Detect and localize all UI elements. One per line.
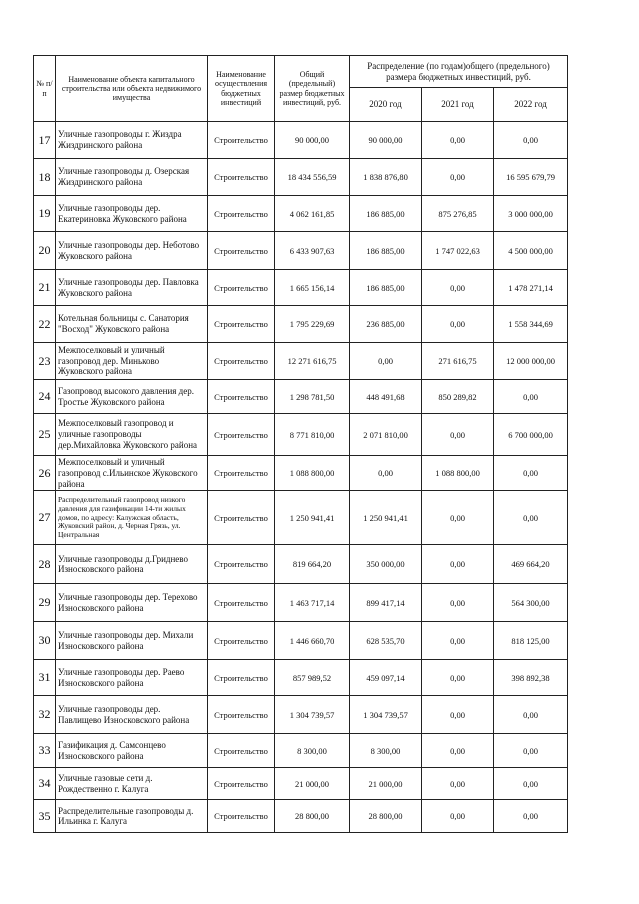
total-amount: 18 434 556,59 bbox=[275, 159, 350, 196]
table-row bbox=[34, 768, 568, 800]
amount-2020: 186 885,00 bbox=[350, 196, 422, 232]
row-number: 20 bbox=[34, 232, 56, 270]
amount-2020: 628 535,70 bbox=[350, 622, 422, 660]
row-number: 34 bbox=[34, 768, 56, 800]
amount-2021: 0,00 bbox=[422, 306, 494, 343]
amount-2020: 459 097,14 bbox=[350, 660, 422, 696]
investment-type: Строительство bbox=[208, 800, 275, 833]
investment-type: Строительство bbox=[208, 270, 275, 306]
object-name: Межпоселковый и уличный газопровод дер. Миньково Жуковского района bbox=[56, 343, 208, 380]
total-amount: 4 062 161,85 bbox=[275, 196, 350, 232]
amount-2021: 0,00 bbox=[422, 584, 494, 622]
total-amount: 819 664,20 bbox=[275, 545, 350, 584]
amount-2021: 0,00 bbox=[422, 622, 494, 660]
amount-2020: 236 885,00 bbox=[350, 306, 422, 343]
object-name: Уличные газопроводы дер. Терехово Износковского района bbox=[56, 584, 208, 622]
investment-type: Строительство bbox=[208, 696, 275, 734]
table-row bbox=[34, 306, 568, 343]
amount-2021: 0,00 bbox=[422, 491, 494, 545]
amount-2021: 0,00 bbox=[422, 414, 494, 456]
object-name: Межпоселковый газопровод и уличные газопроводы дер.Михайловка Жуковского района bbox=[56, 414, 208, 456]
table-row bbox=[34, 456, 568, 491]
header-2022: 2022 год bbox=[494, 88, 568, 122]
table-row bbox=[34, 380, 568, 414]
investment-type: Строительство bbox=[208, 343, 275, 380]
investment-type: Строительство bbox=[208, 414, 275, 456]
total-amount: 1 088 800,00 bbox=[275, 456, 350, 491]
amount-2020: 21 000,00 bbox=[350, 768, 422, 800]
amount-2022: 4 500 000,00 bbox=[494, 232, 568, 270]
amount-2022: 1 558 344,69 bbox=[494, 306, 568, 343]
row-number: 22 bbox=[34, 306, 56, 343]
row-number: 32 bbox=[34, 696, 56, 734]
row-number: 17 bbox=[34, 122, 56, 159]
object-name: Распределительные газопроводы д. Ильинка г. Калуга bbox=[56, 800, 208, 833]
investment-type: Строительство bbox=[208, 456, 275, 491]
total-amount: 90 000,00 bbox=[275, 122, 350, 159]
row-number: 33 bbox=[34, 734, 56, 768]
amount-2021: 0,00 bbox=[422, 122, 494, 159]
amount-2021: 875 276,85 bbox=[422, 196, 494, 232]
amount-2020: 1 250 941,41 bbox=[350, 491, 422, 545]
amount-2022: 0,00 bbox=[494, 696, 568, 734]
amount-2020: 2 071 810,00 bbox=[350, 414, 422, 456]
total-amount: 1 795 229,69 bbox=[275, 306, 350, 343]
amount-2021: 0,00 bbox=[422, 660, 494, 696]
amount-2020: 899 417,14 bbox=[350, 584, 422, 622]
row-number: 30 bbox=[34, 622, 56, 660]
header-type: Наименование осуществления бюджетных инвестиций bbox=[208, 56, 275, 122]
amount-2022: 469 664,20 bbox=[494, 545, 568, 584]
amount-2022: 0,00 bbox=[494, 491, 568, 545]
amount-2022: 564 300,00 bbox=[494, 584, 568, 622]
table-row bbox=[34, 414, 568, 456]
amount-2022: 0,00 bbox=[494, 122, 568, 159]
table-header bbox=[34, 56, 568, 122]
amount-2020: 1 304 739,57 bbox=[350, 696, 422, 734]
amount-2022: 0,00 bbox=[494, 456, 568, 491]
investment-type: Строительство bbox=[208, 122, 275, 159]
budget-table bbox=[33, 55, 568, 833]
amount-2020: 186 885,00 bbox=[350, 232, 422, 270]
amount-2020: 0,00 bbox=[350, 343, 422, 380]
amount-2022: 1 478 271,14 bbox=[494, 270, 568, 306]
header-total: Общий (предельный) размер бюджетных инвестиций, руб. bbox=[275, 56, 350, 122]
object-name: Уличные газопроводы дер. Раево Износковского района bbox=[56, 660, 208, 696]
investment-type: Строительство bbox=[208, 232, 275, 270]
table-row bbox=[34, 622, 568, 660]
amount-2022: 3 000 000,00 bbox=[494, 196, 568, 232]
amount-2020: 0,00 bbox=[350, 456, 422, 491]
amount-2021: 0,00 bbox=[422, 545, 494, 584]
object-name: Уличные газопроводы дер. Неботово Жуковского района bbox=[56, 232, 208, 270]
row-number: 26 bbox=[34, 456, 56, 491]
header-num: № п/п bbox=[34, 56, 56, 122]
table-row bbox=[34, 545, 568, 584]
object-name: Уличные газопроводы д. Озерская Жиздринского района bbox=[56, 159, 208, 196]
row-number: 18 bbox=[34, 159, 56, 196]
row-number: 19 bbox=[34, 196, 56, 232]
table-row bbox=[34, 196, 568, 232]
amount-2021: 271 616,75 bbox=[422, 343, 494, 380]
amount-2020: 350 000,00 bbox=[350, 545, 422, 584]
object-name: Уличные газопроводы дер. Павлищево Износковского района bbox=[56, 696, 208, 734]
row-number: 35 bbox=[34, 800, 56, 833]
amount-2020: 8 300,00 bbox=[350, 734, 422, 768]
investment-type: Строительство bbox=[208, 734, 275, 768]
total-amount: 12 271 616,75 bbox=[275, 343, 350, 380]
total-amount: 1 304 739,57 bbox=[275, 696, 350, 734]
row-number: 21 bbox=[34, 270, 56, 306]
amount-2022: 0,00 bbox=[494, 800, 568, 833]
investment-type: Строительство bbox=[208, 380, 275, 414]
table-row bbox=[34, 584, 568, 622]
row-number: 25 bbox=[34, 414, 56, 456]
amount-2022: 0,00 bbox=[494, 734, 568, 768]
table-row bbox=[34, 660, 568, 696]
total-amount: 1 298 781,50 bbox=[275, 380, 350, 414]
amount-2021: 0,00 bbox=[422, 270, 494, 306]
object-name: Уличные газопроводы дер. Екатериновка Жуковского района bbox=[56, 196, 208, 232]
total-amount: 6 433 907,63 bbox=[275, 232, 350, 270]
amount-2021: 0,00 bbox=[422, 734, 494, 768]
amount-2022: 398 892,38 bbox=[494, 660, 568, 696]
object-name: Котельная больницы с. Санатория "Восход" Жуковского района bbox=[56, 306, 208, 343]
investment-type: Строительство bbox=[208, 545, 275, 584]
investment-type: Строительство bbox=[208, 306, 275, 343]
total-amount: 1 665 156,14 bbox=[275, 270, 350, 306]
amount-2020: 28 800,00 bbox=[350, 800, 422, 833]
amount-2022: 0,00 bbox=[494, 380, 568, 414]
row-number: 31 bbox=[34, 660, 56, 696]
amount-2022: 818 125,00 bbox=[494, 622, 568, 660]
amount-2020: 90 000,00 bbox=[350, 122, 422, 159]
object-name: Межпоселковый и уличный газопровод с.Ильинское Жуковского района bbox=[56, 456, 208, 491]
object-name: Газопровод высокого давления дер. Тростье Жуковского района bbox=[56, 380, 208, 414]
total-amount: 1 250 941,41 bbox=[275, 491, 350, 545]
amount-2021: 1 747 022,63 bbox=[422, 232, 494, 270]
object-name: Газификация д. Самсонцево Износковского района bbox=[56, 734, 208, 768]
amount-2021: 0,00 bbox=[422, 159, 494, 196]
table-row bbox=[34, 696, 568, 734]
amount-2022: 12 000 000,00 bbox=[494, 343, 568, 380]
row-number: 23 bbox=[34, 343, 56, 380]
investment-type: Строительство bbox=[208, 159, 275, 196]
object-name: Уличные газопроводы дер. Михали Износковского района bbox=[56, 622, 208, 660]
header-name: Наименование объекта капитального строительства или объекта недвижимого имущества bbox=[56, 56, 208, 122]
total-amount: 857 989,52 bbox=[275, 660, 350, 696]
table-row bbox=[34, 800, 568, 833]
amount-2021: 0,00 bbox=[422, 768, 494, 800]
object-name: Распределительный газопровод низкого давления для газификации 14-ти жилых домов, по адресу: Калужская область, Жуковский район, д. Черная Грязь, ул. Центральная bbox=[56, 491, 208, 545]
object-name: Уличные газопроводы дер. Павловка Жуковского района bbox=[56, 270, 208, 306]
table-row bbox=[34, 232, 568, 270]
total-amount: 21 000,00 bbox=[275, 768, 350, 800]
investment-type: Строительство bbox=[208, 196, 275, 232]
total-amount: 8 771 810,00 bbox=[275, 414, 350, 456]
object-name: Уличные газопроводы г. Жиздра Жиздринского района bbox=[56, 122, 208, 159]
object-name: Уличные газовые сети д. Рождественно г. Калуга bbox=[56, 768, 208, 800]
amount-2020: 448 491,68 bbox=[350, 380, 422, 414]
total-amount: 8 300,00 bbox=[275, 734, 350, 768]
amount-2021: 850 289,82 bbox=[422, 380, 494, 414]
amount-2020: 1 838 876,80 bbox=[350, 159, 422, 196]
amount-2022: 16 595 679,79 bbox=[494, 159, 568, 196]
investment-type: Строительство bbox=[208, 768, 275, 800]
total-amount: 1 463 717,14 bbox=[275, 584, 350, 622]
amount-2022: 6 700 000,00 bbox=[494, 414, 568, 456]
header-distribution: Распределение (по годам)общего (предельного) размера бюджетных инвестиций, руб. bbox=[350, 56, 568, 88]
header-2021: 2021 год bbox=[422, 88, 494, 122]
row-number: 28 bbox=[34, 545, 56, 584]
total-amount: 1 446 660,70 bbox=[275, 622, 350, 660]
table-row bbox=[34, 159, 568, 196]
table-row bbox=[34, 491, 568, 545]
row-number: 29 bbox=[34, 584, 56, 622]
row-number: 27 bbox=[34, 491, 56, 545]
amount-2020: 186 885,00 bbox=[350, 270, 422, 306]
row-number: 24 bbox=[34, 380, 56, 414]
table-row bbox=[34, 122, 568, 159]
table-row bbox=[34, 734, 568, 768]
total-amount: 28 800,00 bbox=[275, 800, 350, 833]
amount-2022: 0,00 bbox=[494, 768, 568, 800]
table-body bbox=[34, 122, 568, 833]
object-name: Уличные газопроводы д.Гриднево Износковского района bbox=[56, 545, 208, 584]
header-2020: 2020 год bbox=[350, 88, 422, 122]
table-row bbox=[34, 270, 568, 306]
investment-type: Строительство bbox=[208, 622, 275, 660]
amount-2021: 0,00 bbox=[422, 696, 494, 734]
table-row bbox=[34, 343, 568, 380]
amount-2021: 0,00 bbox=[422, 800, 494, 833]
investment-type: Строительство bbox=[208, 584, 275, 622]
investment-type: Строительство bbox=[208, 491, 275, 545]
amount-2021: 1 088 800,00 bbox=[422, 456, 494, 491]
investment-type: Строительство bbox=[208, 660, 275, 696]
